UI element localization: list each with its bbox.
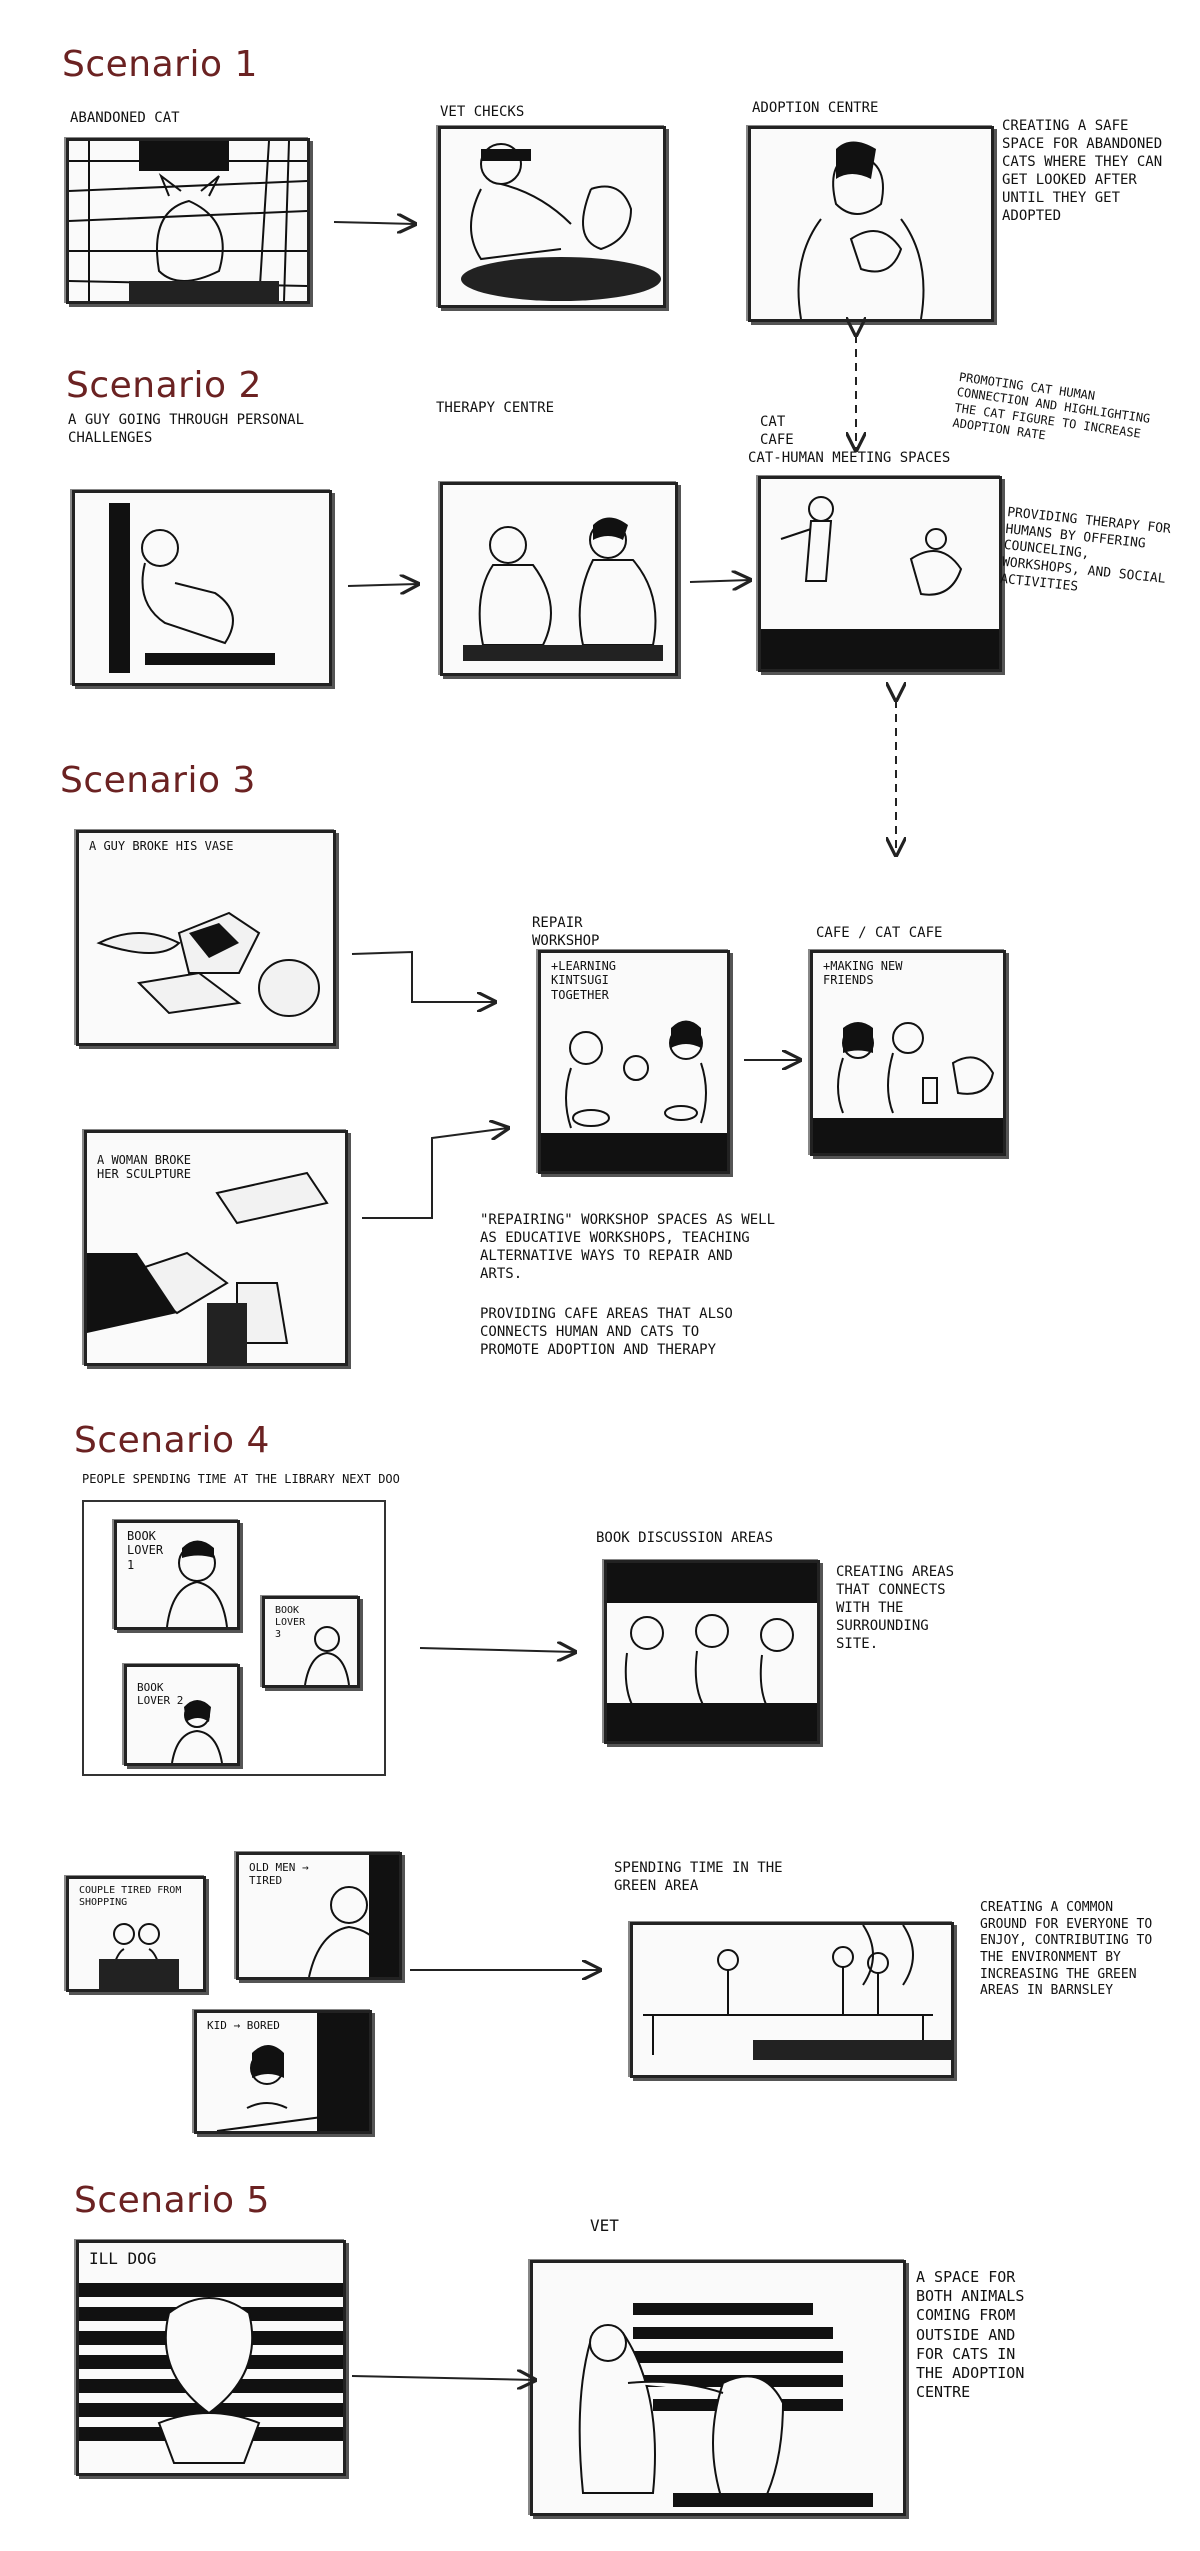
vet-checking-cat-sketch [441,129,663,305]
ill-dog-sketch [79,2243,343,2473]
sketch-broken-vase [76,830,336,1046]
frame-label-making-new-friends: +MAKING NEW FRIENDS [823,959,903,988]
arrow-s3-2 [362,1128,508,1218]
frame-label-kid-bored: KID → BORED [207,2019,280,2032]
sketch-old-men-tired [236,1852,402,1980]
cat-human-meeting-sketch [761,479,999,669]
frame-label-therapy-centre: THERAPY CENTRE [436,400,555,416]
arrow-s5-1 [352,2376,535,2380]
woman-holding-cat-sketch [751,129,991,319]
frame-label-learning-kintsugi: +LEARNING KINTSUGI TOGETHER [551,959,617,1002]
sketch-therapy-centre [440,482,678,676]
scenario-3-title: Scenario 3 [60,760,256,801]
frame-label-old-men-tired: OLD MEN → TIRED [249,1861,309,1888]
broken-vase-sketch [79,833,333,1043]
sketch-broken-sculpture [84,1130,348,1366]
frame-label-vet: VET [590,2216,619,2235]
frame-label-adoption-centre: ADOPTION CENTRE [752,100,879,116]
sad-man-sitting-sketch [75,493,329,683]
sketch-book-discussion [604,1560,820,1744]
sketch-personal-challenges [72,490,332,686]
sketch-abandoned-cat [66,138,310,304]
sketch-cafe-cat-cafe [810,950,1006,1156]
scenario-2-note-top: PROMOTING CAT HUMAN CONNECTION AND HIGHLIGHTING THE CAT FIGURE TO INCREASE ADOPTION RATE [951,370,1152,443]
scenario-1-title: Scenario 1 [62,44,258,85]
scenario-1-note: CREATING A SAFE SPACE FOR ABANDONED CATS WHERE THEY CAN GET LOOKED AFTER UNTIL THEY GET ADOPTED [1002,118,1163,224]
frame-label-vet-checks: VET CHECKS [440,104,525,120]
book-discussion-sketch [607,1563,817,1741]
frame-label-cat-human-meeting: CAT-HUMAN MEETING SPACES [748,450,951,466]
sketch-book-lover-2 [124,1664,240,1766]
frame-label-book-discussion: BOOK DISCUSSION AREAS [596,1530,774,1546]
frame-label-book-lover-1: BOOK LOVER 1 [127,1529,164,1572]
scenario-2-note: PROVIDING THERAPY FOR HUMANS BY OFFERING COUNCELING, WORKSHOPS, AND SOCIAL ACTIVITIES [999,505,1172,595]
arrow-s2-1 [348,584,418,586]
sketch-vet-dog [530,2260,906,2516]
sketch-repair-workshop [538,950,730,1174]
sketch-ill-dog [76,2240,346,2476]
scenario-3-note-2: PROVIDING CAFE AREAS THAT ALSO CONNECTS HUMAN AND CATS TO PROMOTE ADOPTION AND THERAPY [480,1306,733,1358]
sketch-kid-bored [194,2010,372,2134]
frame-label-library: PEOPLE SPENDING TIME AT THE LIBRARY NEXT DOO [82,1472,400,1486]
sketch-book-lover-3 [262,1596,360,1688]
frame-label-broken-vase: A GUY BROKE HIS VASE [89,839,234,853]
frame-label-green-area: SPENDING TIME IN THE GREEN AREA [614,1860,783,1894]
frame-label-personal-challenges: A GUY GOING THROUGH PERSONAL CHALLENGES [68,412,305,446]
therapy-session-sketch [443,485,675,673]
frame-label-book-lover-2: BOOK LOVER 2 [137,1681,184,1708]
arrow-s1-1 [334,222,415,224]
scenario-3-note: "REPAIRING" WORKSHOP SPACES AS WELL AS EDUCATIVE WORKSHOPS, TEACHING ALTERNATIVE WAYS TO REPAIR AND ARTS. [480,1212,776,1282]
frame-label-broken-sculpture: A WOMAN BROKE HER SCULPTURE [97,1153,191,1182]
scenario-4-note: CREATING AREAS THAT CONNECTS WITH THE SURROUNDING SITE. [836,1564,955,1652]
scenario-5-title: Scenario 5 [74,2180,270,2221]
frame-label-cafe-cat-cafe: CAFE / CAT CAFE [816,925,943,941]
frame-label-repair-workshop: REPAIR WORKSHOP [532,915,600,949]
scenario-4-title: Scenario 4 [74,1420,270,1461]
arrow-s3-1 [352,952,495,1002]
sketch-cat-cafe [758,476,1002,672]
arrow-s4-1 [420,1648,575,1652]
frame-label-cat-cafe: CAT CAFE [760,414,794,448]
sketch-adoption-centre [748,126,994,322]
sketch-couple-tired [66,1876,206,1992]
sketch-green-area [630,1922,954,2078]
scenario-4-note-2: CREATING A COMMON GROUND FOR EVERYONE TO ENJOY, CONTRIBUTING TO THE ENVIRONMENT BY INCREASING THE GREEN AREAS IN BARNSLEY [980,1900,1153,1999]
frame-label-couple-tired: COUPLE TIRED FROM SHOPPING [79,1885,182,1908]
people-on-bench-sketch [633,1925,951,2075]
arrow-s2-2 [690,580,750,582]
scenario-5-note: A SPACE FOR BOTH ANIMALS COMING FROM OUTSIDE AND FOR CATS IN THE ADOPTION CENTRE [916,2268,1025,2402]
frame-label-book-lover-3: BOOK LOVER 3 [275,1605,306,1640]
frame-label-ill-dog: ILL DOG [89,2249,157,2268]
sketch-vet-checks [438,126,666,308]
scenario-2-title: Scenario 2 [66,365,262,406]
sketch-book-lover-1 [114,1520,240,1630]
vet-examining-dog-sketch [533,2263,903,2513]
cat-in-cage-sketch [69,141,307,301]
frame-label-abandoned-cat: ABANDONED CAT [70,110,180,126]
